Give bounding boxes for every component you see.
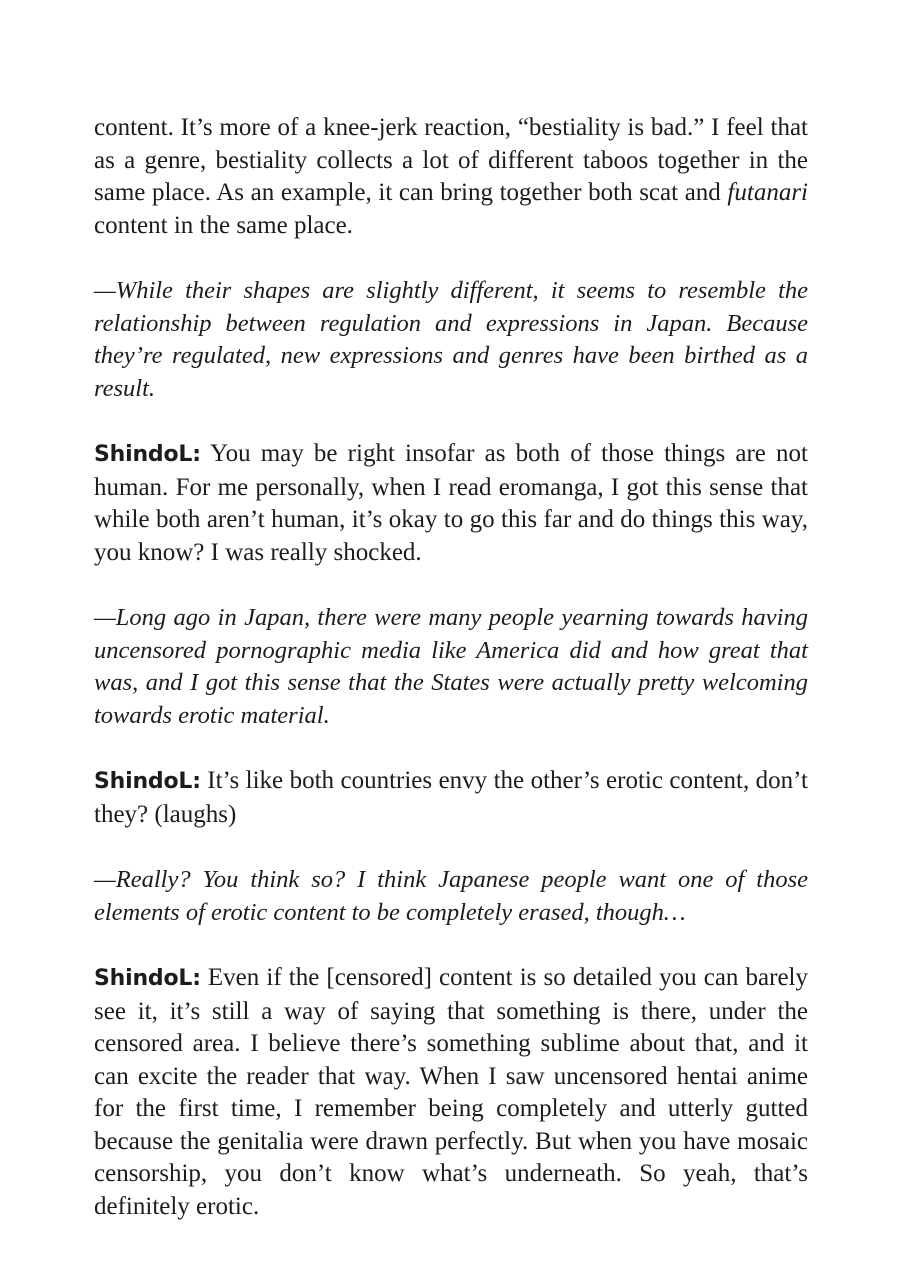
speaker-label: ShindoL: (94, 966, 201, 991)
answer-paragraph (94, 765, 808, 831)
answer-text: It’s like both countries envy the other’s erotic content, don’t they? (laughs) (94, 767, 808, 828)
speaker-label: ShindoL: (94, 442, 201, 467)
answer-paragraph (94, 962, 808, 1223)
paragraph-text: content in the same place. (94, 211, 353, 239)
answer-paragraph-continued (94, 112, 808, 242)
speaker-label: ShindoL: (94, 769, 201, 794)
italic-term: futanari (727, 179, 808, 206)
answer-paragraph (94, 438, 808, 569)
interview-page (94, 112, 808, 1256)
interviewer-question: —While their shapes are slightly different, it seems to resemble the relationship between regulation and expressions in Japan. Because they’re regulated, new expressions and genres have been birthed as a result. (94, 277, 808, 402)
answer-text: Even if the [censored] content is so detailed you can barely see it, it’s still a way of saying that something is there, under the censored area. I believe there’s something sublime about that, and it can excite the reader that way. When I saw uncensored hentai anime for the first time, I remember being completely and utterly gutted because the genitalia were drawn perfectly. But when you have mosaic censorship, you don’t know what’s underneath. So yeah, that’s definitely erotic. (94, 964, 808, 1220)
interviewer-question: —Long ago in Japan, there were many people yearning towards having uncensored pornographic media like America did and how great that was, and I got this sense that the States were actually pretty welcoming towards erotic material. (94, 604, 808, 729)
answer-text: You may be right insofar as both of those things are not human. For me personally, when I read eromanga, I got this sense that while both aren’t human, it’s okay to go this far and do things this way, you know? I was really shocked. (94, 440, 808, 566)
paragraph-text: content. It’s more of a knee-jerk reaction, “bestiality is bad.” I feel that as a genre, bestiality collects a lot of different taboos together in the same place. As an example, it can bring together both scat and (94, 114, 808, 206)
interviewer-question: —Really? You think so? I think Japanese people want one of those elements of erotic content to be completely erased, though… (94, 866, 808, 926)
